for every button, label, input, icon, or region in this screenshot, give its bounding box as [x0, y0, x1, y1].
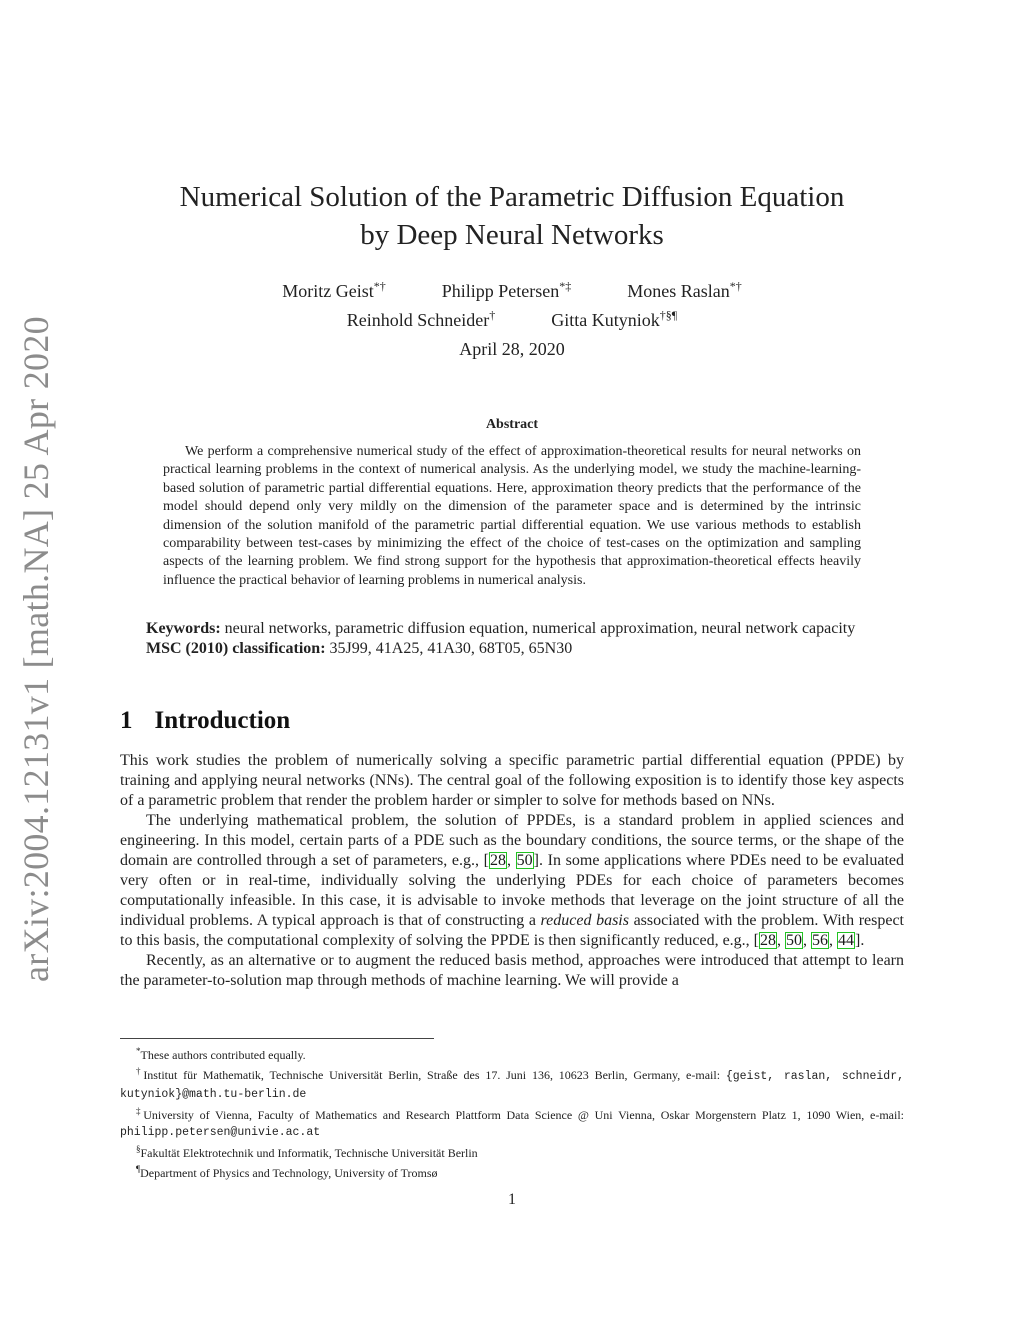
- abstract-text: We perform a comprehensive numerical study of the effect of approximation-theoretical results for neural networks on practical learning problems in the context of numerical analysis. As the underlying model, we study the machine-learning-based solution of parametric partial differential equations. Here, approximation theory predicts that the performance of the model should depend only very mildly on the dimension of the parameter space and is determined by the intrinsic dimension of the solution manifold of the parametric partial differential equation. We use various methods to establish comparability between test-cases by minimizing the effect of the choice of test-cases on the optimization and sampling aspects of the learning problem. We find strong support for the hypothesis that approximation-theoretical effects heavily influence the practical behavior of learning problems in numerical analysis.: [163, 444, 861, 588]
- footnote-mark: *: [136, 1046, 141, 1056]
- footnote-text: Fakultät Elektrotechnik und Informatik, Technische Universität Berlin: [140, 1146, 478, 1160]
- publication-date: April 28, 2020: [459, 339, 565, 359]
- msc-label: MSC (2010) classification:: [146, 640, 326, 657]
- footnote-text: These authors contributed equally.: [140, 1048, 306, 1062]
- section-number: 1: [120, 707, 133, 734]
- footnote-2: [120, 1063, 904, 1103]
- keywords-text: neural networks, parametric diffusion equation, numerical approximation, neural network capacity: [224, 620, 856, 637]
- footnote-email: philipp.petersen@univie.ac.at: [120, 1126, 321, 1139]
- msc-text: 35J99, 41A25, 41A30, 68T05, 65N30: [329, 640, 573, 657]
- paper-title: [120, 178, 904, 254]
- footnote-4: [120, 1141, 904, 1161]
- author-affiliation-marks: †§¶: [659, 308, 678, 322]
- footnote-5: [120, 1161, 904, 1181]
- introduction-body: [120, 751, 904, 991]
- citation-separator: ,: [803, 932, 812, 949]
- footnote-text: Institut für Mathematik, Technische Universität Berlin, Straße des 17. Juni 136, 10623 Berlin, Germany, e-mail:: [143, 1068, 726, 1082]
- citation-link-50[interactable]: 50: [786, 932, 803, 949]
- title-line-2: by Deep Neural Networks: [360, 219, 664, 251]
- paragraph-2-text-d: associated with the problem. With respect to this basis, the computational complexity of solving the PPDE is then significantly reduced, e.g., [: [120, 912, 904, 949]
- section-heading-introduction: [120, 707, 290, 735]
- author-row-2: [120, 303, 904, 332]
- footnote-mark: §: [136, 1144, 141, 1154]
- paragraph-2: [120, 811, 904, 951]
- footnote-text: University of Vienna, Faculty of Mathematics and Research Plattform Data Science @ Uni Vienna, Oskar Morgenstern Platz 1, 1090 Wien, e-mail:: [143, 1108, 904, 1122]
- citation-link-44[interactable]: 44: [838, 932, 855, 949]
- author: [282, 274, 386, 303]
- paragraph-3: Recently, as an alternative or to augment the reduced basis method, approaches were introduced that attempt to learn the parameter-to-solution map through methods of machine learning. We will provide a: [120, 952, 904, 989]
- author-name: Reinhold Schneider: [346, 310, 490, 330]
- citation-link-28[interactable]: 28: [490, 852, 506, 869]
- citation-separator: ,: [777, 932, 786, 949]
- author-row-1: [120, 274, 904, 303]
- citation-link-50[interactable]: 50: [516, 852, 533, 869]
- author-affiliation-marks: †: [489, 308, 496, 322]
- footnote-mark: ¶: [136, 1164, 141, 1174]
- author-affiliation-marks: *†: [729, 279, 742, 293]
- arxiv-identifier-stamp: arXiv:2004.12131v1 [math.NA] 25 Apr 2020: [16, 316, 56, 982]
- paragraph-2-text-a: The underlying mathematical problem, the solution of PPDEs, is a standard problem in applied sciences and engineering. In this model, certain parts of a PDE such as the boundary conditions, the source terms, or the shape of the domain are controlled through a set of parameters, e.g., [: [120, 812, 904, 869]
- paragraph-2-text-b: ]. In some applications where PDEs need to be evaluated very often or in real-time, individually solving the underlying PDEs for each choice of parameters becomes computationally infeasible. In this case, it is advisable to invoke methods that leverage on the joint structure of all the individual problems. A typical approach is that of constructing a: [120, 852, 905, 929]
- footnote-1: [120, 1043, 904, 1063]
- footnotes-block: [120, 1043, 904, 1181]
- keywords-label: Keywords:: [146, 620, 221, 637]
- author-list: [120, 274, 904, 332]
- author-affiliation-marks: *‡: [559, 279, 572, 293]
- author: [347, 303, 495, 332]
- paragraph-2-emphasis: reduced basis: [540, 912, 629, 929]
- citation-link-56[interactable]: 56: [812, 932, 829, 949]
- page-number: 1: [508, 1191, 516, 1208]
- footnote-mark: ‡: [136, 1106, 144, 1116]
- footnote-divider: [120, 1038, 434, 1039]
- title-line-1: Numerical Solution of the Parametric Diffusion Equation: [179, 181, 845, 213]
- author-name: Gitta Kutyniok: [551, 310, 660, 330]
- citation-separator: ,: [829, 932, 838, 949]
- author-name: Moritz Geist: [282, 281, 374, 301]
- author: [551, 303, 677, 332]
- author: [627, 274, 742, 303]
- citation-link-28[interactable]: 28: [760, 932, 777, 949]
- section-title: Introduction: [154, 707, 291, 734]
- msc-line: [120, 639, 904, 659]
- paragraph-1: This work studies the problem of numerically solving a specific parametric partial differential equation (PPDE) by training and applying neural networks (NNs). The central goal of the following exposition is to identify those key aspects of a parametric problem that render the problem harder or simpler to solve for methods based on NNs.: [120, 752, 904, 809]
- footnote-mark: †: [136, 1066, 144, 1076]
- author-name: Mones Raslan: [627, 281, 730, 301]
- keywords-line: [120, 619, 904, 639]
- footnote-text: Department of Physics and Technology, University of Tromsø: [140, 1166, 438, 1180]
- footnote-email: {geist, raslan, schneidr, kutyniok}@math.tu-berlin.de: [120, 1070, 904, 1101]
- author-affiliation-marks: *†: [373, 279, 386, 293]
- abstract-heading: Abstract: [485, 417, 539, 432]
- author: [442, 274, 572, 303]
- citation-separator: ,: [507, 852, 516, 869]
- paragraph-2-text-e: ].: [855, 932, 865, 949]
- footnote-3: [120, 1103, 904, 1141]
- author-name: Philipp Petersen: [441, 281, 560, 301]
- keywords-block: [120, 619, 904, 659]
